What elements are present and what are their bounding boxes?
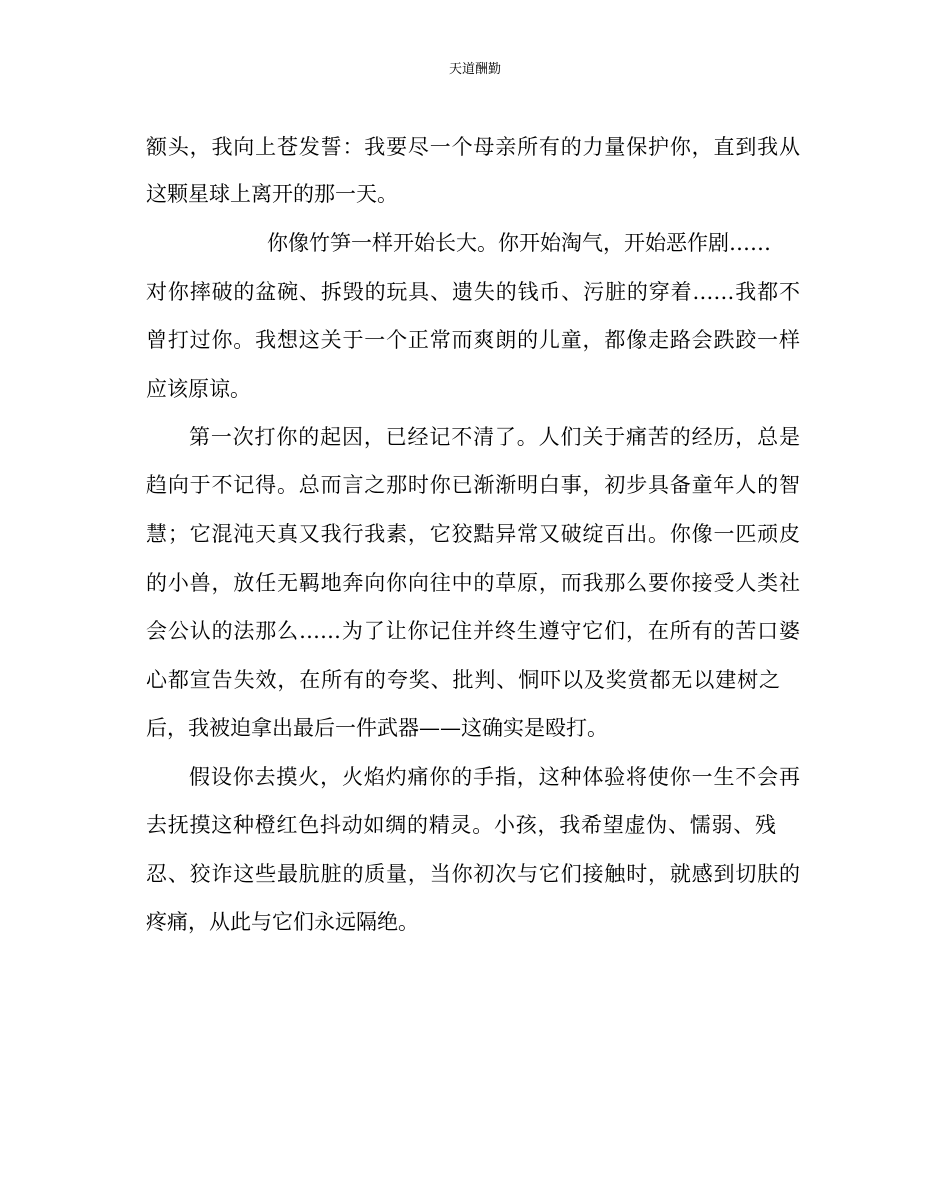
text-line: 后，我被迫拿出最后一件武器——这确实是殴打。 bbox=[146, 716, 608, 740]
text-line: 额头，我向上苍发誓：我要尽一个母亲所有的力量保护你，直到我从 bbox=[146, 135, 800, 159]
text-line: 你像竹笋一样开始长大。你开始淘气，开始恶作剧…… bbox=[267, 231, 771, 255]
text-line: 心都宣告失效，在所有的夸奖、批判、恫吓以及奖赏都无以建树之 bbox=[146, 668, 780, 692]
text-line: 第一次打你的起因，已经记不清了。人们关于痛苦的经历，总是 bbox=[189, 425, 800, 449]
text-line: 会公认的法那么……为了让你记住并终生遵守它们，在所有的苦口婆 bbox=[146, 619, 800, 643]
text-line: 假设你去摸火，火焰灼痛你的手指，这种体验将使你一生不会再 bbox=[189, 765, 800, 789]
text-line: 慧；它混沌天真又我行我素，它狡黠异常又破绽百出。你像一匹顽皮 bbox=[146, 522, 800, 546]
text-line: 曾打过你。我想这关于一个正常而爽朗的儿童，都像走路会跌跤一样 bbox=[146, 328, 800, 352]
text-line: 的小兽，放任无羁地奔向你向往中的草原，而我那么要你接受人类社 bbox=[146, 571, 800, 595]
text-line: 忍、狡诈这些最肮脏的质量，当你初次与它们接触时，就感到切肤的 bbox=[146, 862, 800, 886]
text-line: 疼痛，从此与它们永远隔绝。 bbox=[146, 910, 419, 934]
text-line: 这颗星球上离开的那一天。 bbox=[146, 182, 398, 206]
text-line: 应该原谅。 bbox=[146, 377, 251, 401]
text-line: 趋向于不记得。总而言之那时你已渐渐明白事，初步具备童年人的智 bbox=[146, 473, 800, 497]
text-line: 去抚摸这种橙红色抖动如绸的精灵。小孩，我希望虚伪、懦弱、残 bbox=[146, 813, 776, 837]
page-header: 天道酬勤 bbox=[448, 62, 501, 77]
text-line: 对你摔破的盆碗、拆毁的玩具、遗失的钱币、污脏的穿着……我都不 bbox=[146, 280, 800, 304]
